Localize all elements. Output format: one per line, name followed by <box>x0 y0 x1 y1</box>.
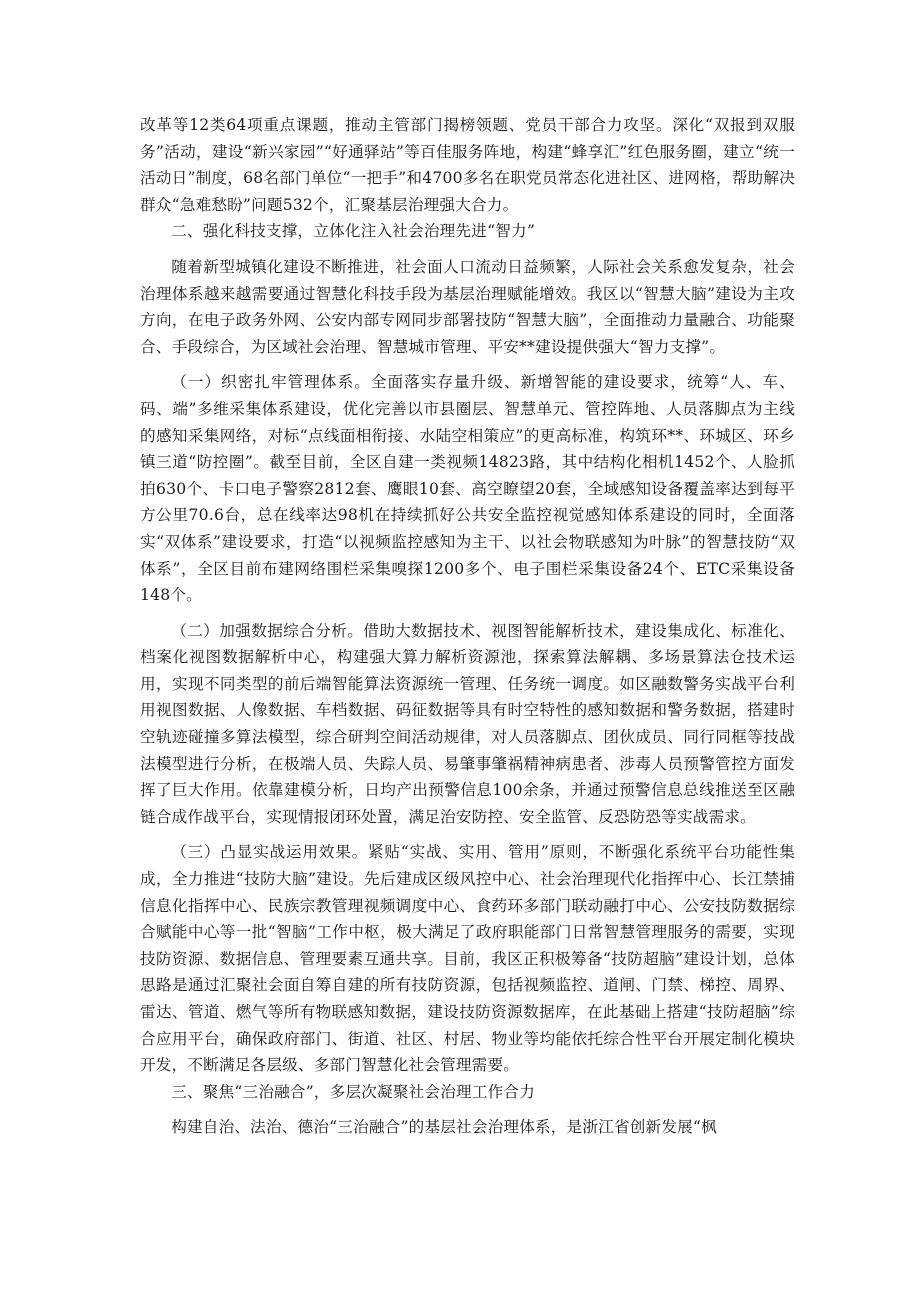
paragraph-smart-brain-intro: 随着新型城镇化建设不断推进，社会面人口流动日益频繁，人际社会关系愈发复杂，社会治理体系越来越需要通过智慧化科技手段为基层治理赋能增效。我区以“智慧大脑”建设为主攻方向，在电子政务外网、公安内部专网同步部署技防“智慧大脑”，全面推动力量融合、功能聚合、手段综合，为区域社会治理、智慧城市管理、平安**建设提供强大“智力支撑”。 <box>140 257 795 356</box>
paragraph-management-system: （一）织密扎牢管理体系。全面落实存量升级、新增智能的建设要求，统筹“人、车、码、端”多维采集体系建设，优化完善以市县圈层、智慧单元、管控阵地、人员落脚点为主线的感知采集网络，对标“点线面相衔接、水陆空相策应”的更高标准，构筑环**、环城区、环乡镇三道“防控圈”。截至目前，全区自建一类视频14823路，其中结构化相机1452个、人脸抓拍630个、卡口电子警察2812套、鹰眼10套、高空瞭望20套，全域感知设备覆盖率达到每平方公里70.6台，总在线率达98机在持续抓好公共安全监控视觉感知体系建设的同时，全面落实“双体系”建设要求，打造“以视频监控感知为主干、以社会物联感知为叶脉”的智慧技防“双体系”，全区目前布建网络围栏采集嗅探1200多个、电子围栏采集设备24个、ETC采集设备148个。 <box>140 373 795 605</box>
document-page <box>140 112 795 1141</box>
section-heading-2: 二、强化科技支撑，立体化注入社会治理先进“智力” <box>171 222 535 241</box>
section-heading-3: 三、聚焦“三治融合”，多层次凝聚社会治理工作合力 <box>171 1082 535 1101</box>
paragraph-data-analysis: （二）加强数据综合分析。借助大数据技术、视图智能解析技术，建设集成化、标准化、档案化视图数据解析中心，构建强大算力解析资源池，探索算法解耦、多场景算法仓技术运用，实现不同类型的前后端智能算法资源统一管理、任务统一调度。如区融数警务实战平台利用视图数据、人像数据、车档数据、码征数据等具有时空特性的感知数据和警务数据，搭建时空轨迹碰撞多算法模型，综合研判空间活动规律，对人员落脚点、团伙成员、同行同框等技战法模型进行分析，在极端人员、失踪人员、易肇事肇祸精神病患者、涉毒人员预警管控方面发挥了巨大作用。依靠建模分析，日均产出预警信息100余条，并通过预警信息总线推送至区融链合成作战平台，实现情报闭环处置，满足治安防控、安全监管、反恐防恐等实战需求。 <box>140 621 795 826</box>
paragraph-three-governance: 构建自治、法治、德治“三治融合”的基层社会治理体系，是浙江省创新发展“枫 <box>171 1118 717 1137</box>
paragraph-party-service: 改革等12类64项重点课题，推动主管部门揭榜领题、党员干部合力攻坚。深化“双报到双服务”活动，建设“新兴家园”“好通驿站”等百佳服务阵地，构建“蜂享汇”红色服务圈，建立“统一活动日”制度，68名部门单位“一把手”和4700多名在职党员常态化进社区、进网格，帮助解决群众“急难愁盼”问题532个，汇聚基层治理强大合力。 <box>140 116 795 214</box>
paragraph-practical-effect: （三）凸显实战运用效果。紧贴“实战、实用、管用”原则，不断强化系统平台功能性集成，全力推进“技防大脑”建设。先后建成区级风控中心、社会治理现代化指挥中心、长江禁捕信息化指挥中心、民族宗教管理视频调度中心、食药环多部门联动融打中心、公安技防数据综合赋能中心等一批“智脑”工作中枢，极大满足了政府职能部门日常智慧管理服务的需要，实现技防资源、数据信息、管理要素互通共享。目前，我区正积极筹备“技防超脑”建设计划，总体思路是通过汇聚社会面自筹自建的所有技防资源，包括视频监控、道闸、门禁、梯控、周界、雷达、管道、燃气等所有物联感知数据，建设技防资源数据库，在此基础上搭建“技防超脑”综合应用平台，确保政府部门、街道、社区、村居、物业等均能依托综合性平台开展定制化模块开发，不断满足各层级、多部门智慧化社会管理需要。 <box>140 843 795 1075</box>
